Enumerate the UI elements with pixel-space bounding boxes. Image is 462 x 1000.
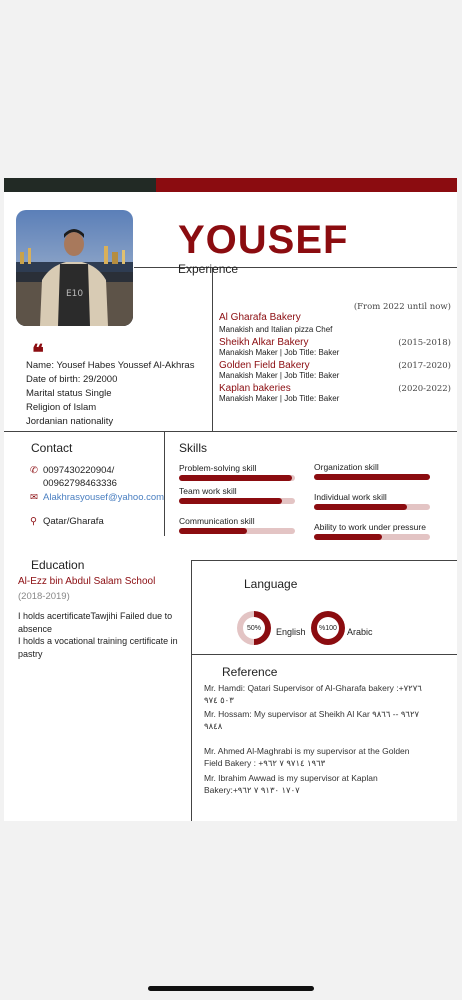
skill-bar-fill xyxy=(179,475,292,481)
phone-number-2: 00962798463336 xyxy=(43,478,117,489)
skill-label: Problem-solving skill xyxy=(179,463,257,473)
phone-icon: ✆ xyxy=(30,465,38,476)
experience-date: (From 2022 until now) xyxy=(353,302,451,312)
experience-role: Manakish Maker | Job Title: Baker xyxy=(219,371,340,380)
skill-bar-fill xyxy=(314,504,407,510)
contact-phone-2 xyxy=(43,478,117,490)
experience-item xyxy=(219,383,455,404)
education-line: I holds a vocational training certificate in pastry xyxy=(18,636,178,659)
divider-language-vertical xyxy=(191,560,192,821)
education-heading: Education xyxy=(31,558,85,572)
skill-bar-fill xyxy=(314,474,430,480)
skill-bar xyxy=(179,475,295,481)
divider-section xyxy=(4,431,457,432)
contact-heading: Contact xyxy=(31,441,73,455)
reference-item: Mr. Hamdi: Qatari Supervisor of Al-Gharafa bakery :+٧٢٧٦ ٥٠٣ ٩٧٤ xyxy=(204,683,422,705)
skill-label: Communication skill xyxy=(179,516,255,526)
personal-religion: Religion of Islam xyxy=(26,402,97,413)
divider-reference-top xyxy=(191,654,457,655)
skill-bar xyxy=(179,498,295,504)
personal-marital: Marital status Single xyxy=(26,388,112,399)
experience-date: (2017-2020) xyxy=(398,361,451,371)
language-donut xyxy=(237,611,271,645)
experience-role: Manakish and Italian pizza Chef xyxy=(219,325,333,334)
contact-phone xyxy=(30,465,114,477)
reference-item: Mr. Hossam: My supervisor at Sheikh Al Kar ٩٦٢٧ -- ٩٨٦٦ ٩٨٤٨ xyxy=(204,709,420,731)
home-indicator[interactable] xyxy=(148,986,314,991)
email-link[interactable]: Alakhrasyousef@yahoo.com xyxy=(43,492,165,503)
skill-bar xyxy=(314,474,430,480)
personal-nationality: Jordanian nationality xyxy=(26,416,114,427)
experience-item xyxy=(219,360,455,381)
experience-item xyxy=(219,304,455,335)
experience-date: (2015-2018) xyxy=(398,338,451,348)
experience-company: Kaplan bakeries xyxy=(219,383,291,394)
name-title: YOUSEF xyxy=(178,218,349,262)
header-bar-dark xyxy=(4,178,156,192)
experience-date: (2020-2022) xyxy=(398,384,451,394)
personal-name: Name: Yousef Habes Youssef Al-Akhras xyxy=(26,360,195,371)
experience-company: Golden Field Bakery xyxy=(219,360,310,371)
skill-item xyxy=(179,463,295,481)
location-pin-icon: ⚲ xyxy=(30,516,37,527)
location-text: Qatar/Gharafa xyxy=(43,516,104,527)
language-name: English xyxy=(276,627,306,637)
divider-experience-vertical xyxy=(212,267,213,431)
experience-heading: Experience xyxy=(178,262,239,276)
skill-bar xyxy=(179,528,295,534)
language-percent: 50% xyxy=(243,617,265,639)
education-details xyxy=(18,610,178,660)
language-heading: Language xyxy=(244,577,298,591)
experience-company: Al Gharafa Bakery xyxy=(219,312,301,323)
reference-heading: Reference xyxy=(222,665,278,679)
skill-item xyxy=(314,522,430,540)
education-school: Al-Ezz bin Abdul Salam School xyxy=(18,576,156,587)
skill-item xyxy=(179,486,295,504)
reference-item: Mr. Ahmed Al-Maghrabi is my supervisor at the Golden Field Bakery : +١٩٦٣ ٩٧١٤ ٧ ٩٦٢ xyxy=(204,746,410,768)
mail-icon: ✉ xyxy=(30,492,38,503)
language-donut xyxy=(311,611,345,645)
quote-icon: ❝ xyxy=(32,340,44,366)
phone-number-1: 0097430220904/ xyxy=(43,465,115,476)
skill-bar xyxy=(314,504,430,510)
skill-label: Organization skill xyxy=(314,462,379,472)
personal-birth: Date of birth: 29/2000 xyxy=(26,374,118,385)
experience-role: Manakish Maker | Job Title: Baker xyxy=(219,394,340,403)
contact-location xyxy=(30,516,104,528)
language-name: Arabic xyxy=(347,627,373,637)
skill-item xyxy=(314,492,430,510)
skill-bar-fill xyxy=(179,498,282,504)
skill-item xyxy=(314,462,430,480)
experience-item xyxy=(219,337,455,358)
experience-company: Sheikh Alkar Bakery xyxy=(219,337,309,348)
experience-role: Manakish Maker | Job Title: Baker xyxy=(219,348,340,357)
skill-label: Ability to work under pressure xyxy=(314,522,426,532)
divider-language-top xyxy=(191,560,457,561)
skill-item xyxy=(179,516,295,534)
personal-info xyxy=(26,359,194,429)
skill-label: Individual work skill xyxy=(314,492,387,502)
profile-photo xyxy=(16,210,133,326)
skills-heading: Skills xyxy=(179,441,208,455)
language-percent: %100 xyxy=(317,617,339,639)
skill-label: Team work skill xyxy=(179,486,237,496)
reference-item: Mr. Ibrahim Awwad is my supervisor at Kaplan Bakery:+١٧٠٧ ٩١٣٠ ٧ ٩٦٢ xyxy=(204,773,378,795)
education-years: (2018-2019) xyxy=(18,591,70,602)
svg-text:E10: E10 xyxy=(66,289,84,299)
skill-bar-fill xyxy=(314,534,382,540)
header-bar-accent xyxy=(156,178,457,192)
skill-bar-fill xyxy=(179,528,247,534)
skill-bar xyxy=(314,534,430,540)
divider-skills-vertical xyxy=(164,431,165,536)
education-line: I holds acertificateTawjihi Failed due to absence xyxy=(18,611,173,634)
cv-page xyxy=(4,178,457,821)
contact-email[interactable] xyxy=(30,492,164,504)
